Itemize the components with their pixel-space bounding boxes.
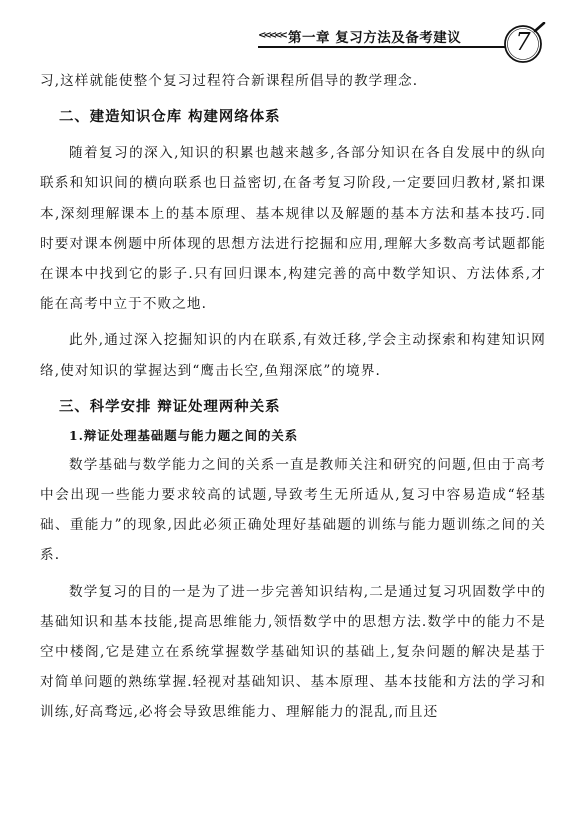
subheading-1: 1.辩证处理基础题与能力题之间的关系 [69, 427, 299, 443]
paragraph-return-to-textbook: 随着复习的深入,知识的积累也越来越多,各部分知识在各自发展中的纵向联系和知识间的横向联系也日益密切,在备考复习阶段,一定要回归教材,紧扣课本,深刻理解课本上的基本原理、基本规律以及解题的基本方法和基本技巧.同时要对课本例题中所体现的思想方法进行挖掘和应用,理解大多数高考试题都能在课本中找到它的影子.只有回归课本,构建完善的高中数学知识、方法体系,才能在高考中立于不败之地. [40, 145, 546, 313]
paragraph-knowledge-network: 此外,通过深入挖掘知识的内在联系,有效迁移,学会主动探索和构建知识网络,使对知识的掌握达到“鹰击长空,鱼翔深底”的境界. [40, 332, 546, 379]
page-number-badge [501, 22, 547, 68]
chevron-arrows-icon: <<<<< [258, 30, 285, 41]
section-heading-3: 三、科学安排 辩证处理两种关系 [59, 398, 281, 415]
paragraph-basics-vs-ability: 数学基础与数学能力之间的关系一直是教师关注和研究的问题,但由于高考中会出现一些能力要求较高的试题,导致考生无所适从,复习中容易造成“轻基础、重能力”的现象,因此必须正确处理好基础题的训练与能力题训练之间的关系. [40, 456, 546, 564]
chapter-title: 第一章 复习方法及备考建议 [288, 30, 462, 46]
paragraph-review-purpose: 数学复习的目的一是为了进一步完善知识结构,二是通过复习巩固数学中的基础知识和基本技能,提高思维能力,领悟数学中的思想方法.数学中的能力不是空中楼阁,它是建立在系统掌握数学基础知识的基础上,复杂问题的解决是基于对简单问题的熟练掌握.轻视对基础知识、基本原理、基本技能和方法的学习和训练,好高骛远,必将会导致思维能力、理解能力的混乱,而且还 [40, 583, 546, 721]
section-heading-2: 二、建造知识仓库 构建网络体系 [59, 109, 281, 126]
paragraph-continued: 习,这样就能使整个复习过程符合新课程所倡导的教学理念. [40, 73, 419, 89]
running-head [258, 22, 528, 48]
header-rule [258, 46, 506, 48]
page-content [40, 66, 546, 728]
page-number: 7 [515, 28, 531, 56]
